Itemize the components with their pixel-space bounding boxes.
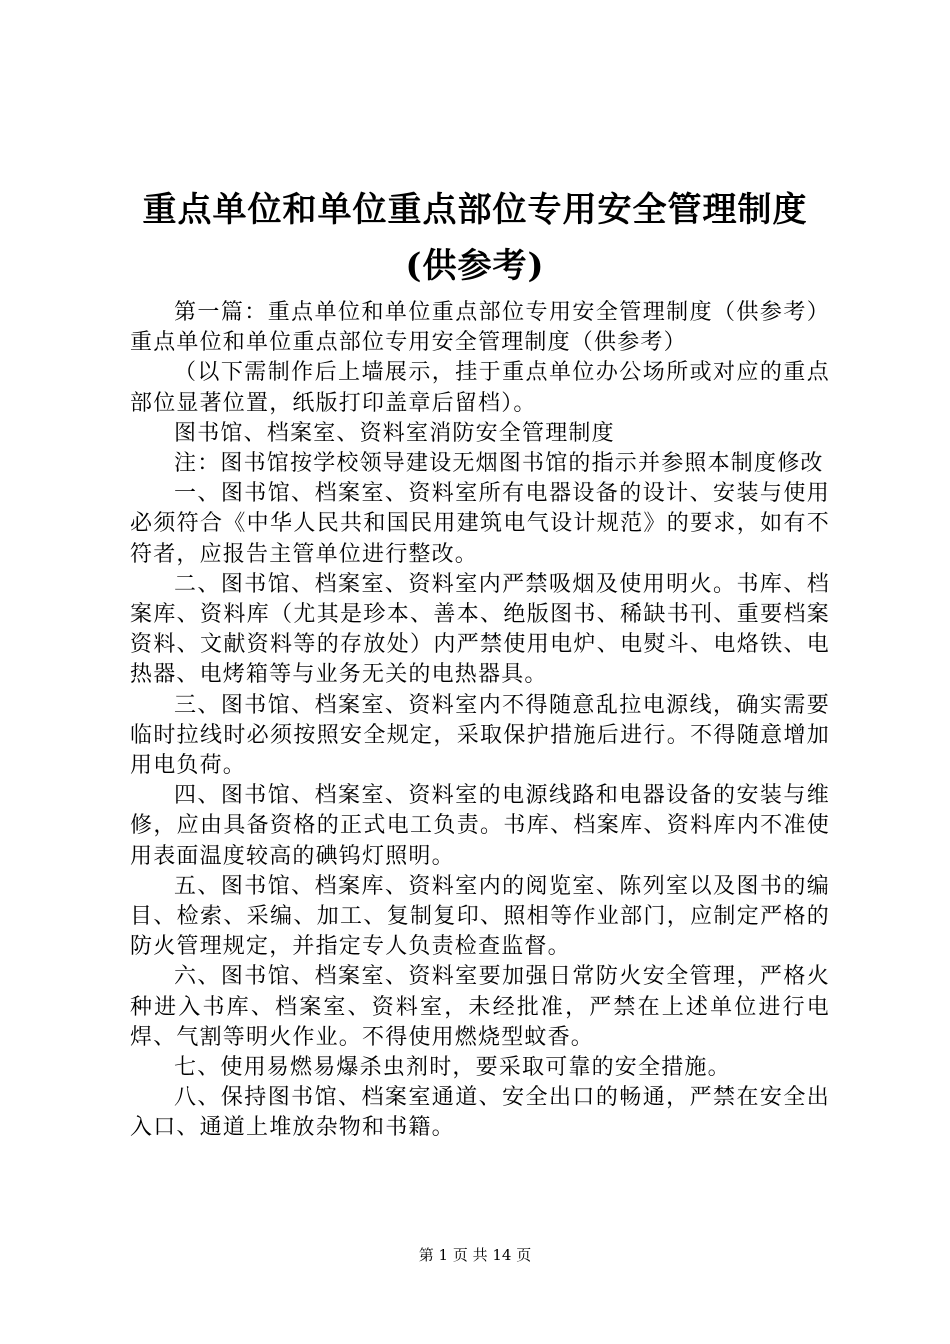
paragraph: 二、图书馆、档案室、资料室内严禁吸烟及使用明火。书库、档案库、资料库（尤其是珍本、善本、绝版图书、稀缺书刊、重要档案资料、文献资料等的存放处）内严禁使用电炉、电熨斗、电烙铁、电热器、电烤箱等与业务无关的电热器具。: [130, 571, 830, 688]
paragraph: （以下需制作后上墙展示，挂于重点单位办公场所或对应的重点部位显著位置，纸版打印盖章后留档）。: [130, 360, 830, 416]
page-number-footer: 第 1 页 共 14 页: [418, 1246, 532, 1264]
paragraph: 七、使用易燃易爆杀虫剂时，要采取可靠的安全措施。: [174, 1055, 731, 1081]
paragraph: 一、图书馆、档案室、资料室所有电器设备的设计、安装与使用必须符合《中华人民共和国民用建筑电气设计规范》的要求，如有不符者，应报告主管单位进行整改。: [130, 481, 830, 567]
paragraph: 三、图书馆、档案室、资料室内不得随意乱拉电源线，确实需要临时拉线时必须按照安全规定，采取保护措施后进行。不得随意增加用电负荷。: [130, 692, 830, 779]
document-subtitle: (供参考): [405, 246, 545, 286]
document-title: 重点单位和单位重点部位专用安全管理制度: [142, 190, 808, 230]
paragraph: 八、保持图书馆、档案室通道、安全出口的畅通，严禁在安全出入口、通道上堆放杂物和书籍。: [130, 1085, 830, 1141]
paragraph: 注：图书馆按学校领导建设无烟图书馆的指示并参照本制度修改: [174, 451, 824, 477]
document-body: [130, 298, 830, 1144]
paragraph: 第一篇：重点单位和单位重点部位专用安全管理制度（供参考）重点单位和单位重点部位专用安全管理制度（供参考）: [130, 300, 830, 356]
paragraph: 五、图书馆、档案库、资料室内的阅览室、陈列室以及图书的编目、检索、采编、加工、复制复印、照相等作业部门，应制定严格的防火管理规定，并指定专人负责检查监督。: [130, 873, 830, 960]
paragraph: 六、图书馆、档案室、资料室要加强日常防火安全管理，严格火种进入书库、档案室、资料室，未经批准，严禁在上述单位进行电焊、气割等明火作业。不得使用燃烧型蚊香。: [130, 964, 830, 1050]
paragraph: 四、图书馆、档案室、资料室的电源线路和电器设备的安装与维修，应由具备资格的正式电工负责。书库、档案库、资料库内不准使用表面温度较高的碘钨灯照明。: [130, 783, 830, 869]
paragraph: 图书馆、档案室、资料室消防安全管理制度: [174, 420, 615, 446]
